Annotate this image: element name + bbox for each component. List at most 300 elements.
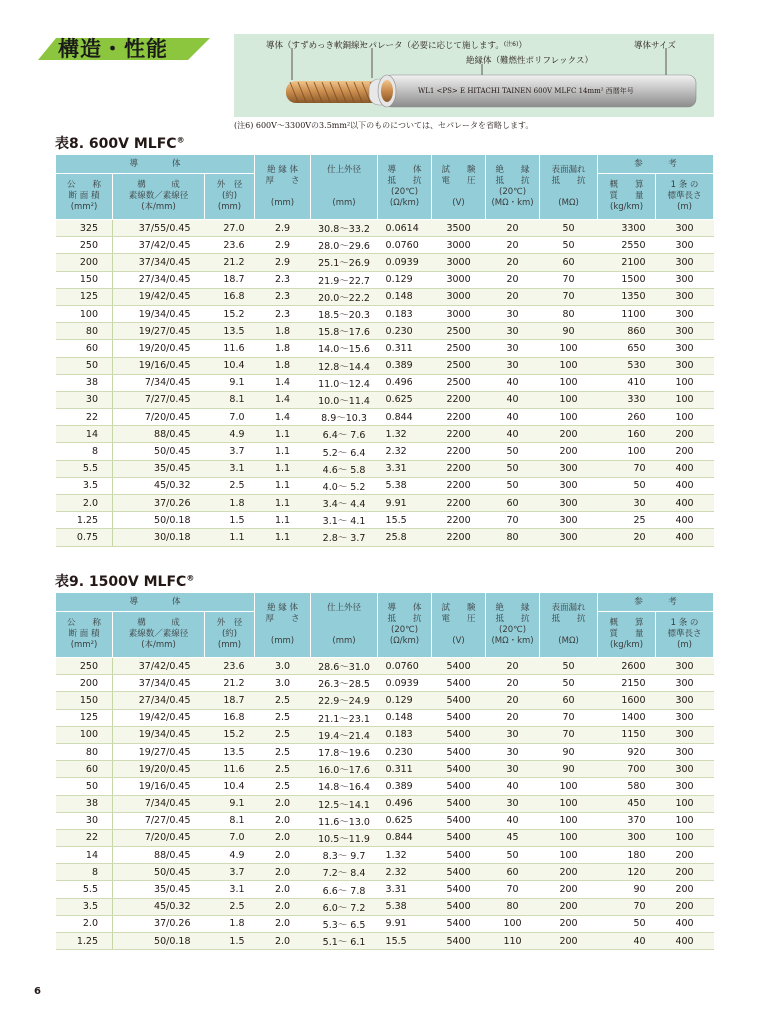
cell-outer: 28.0～29.6 [311, 237, 378, 254]
cell-insulation: 1.1 [255, 460, 311, 477]
cell-insulation: 1.8 [255, 340, 311, 357]
cell-insulation: 3.0 [255, 658, 311, 675]
cell-leakage: 300 [540, 460, 598, 477]
cell-mass: 1350 [598, 288, 656, 305]
cell-test-voltage: 5400 [432, 795, 486, 812]
cell-area: 50 [56, 357, 113, 374]
cell-outer: 10.0～11.4 [311, 391, 378, 408]
cell-area: 250 [56, 658, 113, 675]
cell-insulation-resistance: 20 [486, 692, 540, 709]
cell-length: 400 [656, 512, 714, 529]
cell-diameter: 8.1 [205, 812, 255, 829]
table8-header-outer: 仕上外径 (mm) [311, 155, 378, 220]
cell-test-voltage: 3000 [432, 288, 486, 305]
table-row [56, 795, 714, 812]
table-row [56, 529, 714, 546]
callout-insulation: 絶縁体（難燃性ポリフレックス） [466, 56, 593, 66]
cell-construction: 19/27/0.45 [113, 323, 205, 340]
cell-length: 300 [656, 323, 714, 340]
cell-mass: 1400 [598, 709, 656, 726]
cell-test-voltage: 5400 [432, 881, 486, 898]
cell-insulation: 1.1 [255, 512, 311, 529]
cell-area: 150 [56, 271, 113, 288]
cell-area: 60 [56, 340, 113, 357]
cell-mass: 3300 [598, 220, 656, 237]
cell-test-voltage: 5400 [432, 864, 486, 881]
cell-insulation-resistance: 30 [486, 305, 540, 322]
cell-mass: 160 [598, 426, 656, 443]
table-row [56, 357, 714, 374]
cell-construction: 37/55/0.45 [113, 220, 205, 237]
cell-resistance: 0.389 [378, 357, 432, 374]
cell-insulation: 2.3 [255, 305, 311, 322]
cell-construction: 19/16/0.45 [113, 357, 205, 374]
cell-construction: 30/0.18 [113, 529, 205, 546]
cell-test-voltage: 5400 [432, 761, 486, 778]
cell-construction: 19/34/0.45 [113, 726, 205, 743]
cell-test-voltage: 2200 [432, 529, 486, 546]
cell-mass: 120 [598, 864, 656, 881]
cell-resistance: 0.183 [378, 726, 432, 743]
cell-construction: 50/0.18 [113, 512, 205, 529]
note-6: (注6) 600V～3300Vの3.5mm²以下のものについては、セパレータを省略します。 [234, 121, 534, 130]
cell-mass: 1150 [598, 726, 656, 743]
cell-leakage: 200 [540, 881, 598, 898]
cell-insulation-resistance: 30 [486, 323, 540, 340]
cell-diameter: 10.4 [205, 778, 255, 795]
cell-leakage: 70 [540, 288, 598, 305]
cell-insulation-resistance: 45 [486, 829, 540, 846]
cell-insulation: 3.0 [255, 675, 311, 692]
cell-diameter: 1.5 [205, 512, 255, 529]
cell-insulation: 1.4 [255, 391, 311, 408]
cell-diameter: 2.5 [205, 477, 255, 494]
cell-length: 300 [656, 675, 714, 692]
cell-resistance: 0.129 [378, 692, 432, 709]
cell-mass: 410 [598, 374, 656, 391]
table9-header-construction: 構 成 素線数／素線径 (本/mm) [113, 612, 205, 658]
table8-header-resistance: 導 体 抵 抗 (20℃) (Ω/km) [378, 155, 432, 220]
cell-insulation: 2.5 [255, 778, 311, 795]
cell-length: 200 [656, 864, 714, 881]
cell-insulation-resistance: 20 [486, 288, 540, 305]
cell-resistance: 1.32 [378, 426, 432, 443]
cell-diameter: 7.0 [205, 829, 255, 846]
cell-test-voltage: 5400 [432, 778, 486, 795]
table-row [56, 460, 714, 477]
cell-leakage: 100 [540, 778, 598, 795]
cell-diameter: 15.2 [205, 726, 255, 743]
table9-header-length: 1 条 の 標準長さ (m) [656, 612, 714, 658]
cell-insulation: 1.8 [255, 323, 311, 340]
cell-resistance: 2.32 [378, 443, 432, 460]
cell-area: 5.5 [56, 881, 113, 898]
cell-construction: 27/34/0.45 [113, 271, 205, 288]
cell-diameter: 3.1 [205, 460, 255, 477]
table-row [56, 709, 714, 726]
cell-area: 200 [56, 254, 113, 271]
cell-length: 200 [656, 426, 714, 443]
cell-length: 100 [656, 812, 714, 829]
cell-length: 400 [656, 915, 714, 932]
table9-header-diameter: 外 径 (約) (mm) [205, 612, 255, 658]
cell-diameter: 4.9 [205, 847, 255, 864]
cell-mass: 40 [598, 933, 656, 950]
cell-outer: 25.1～26.9 [311, 254, 378, 271]
table-row [56, 761, 714, 778]
cell-diameter: 13.5 [205, 323, 255, 340]
cell-insulation-resistance: 60 [486, 864, 540, 881]
cell-mass: 2100 [598, 254, 656, 271]
cell-outer: 5.3～ 6.5 [311, 915, 378, 932]
cell-insulation: 1.1 [255, 477, 311, 494]
cell-area: 30 [56, 812, 113, 829]
cell-diameter: 1.1 [205, 529, 255, 546]
cell-leakage: 70 [540, 271, 598, 288]
cell-insulation-resistance: 40 [486, 426, 540, 443]
table8-header-reference: 参 考 [598, 155, 714, 174]
cell-insulation: 2.0 [255, 898, 311, 915]
table8 [55, 154, 714, 547]
table-row [56, 898, 714, 915]
cell-area: 8 [56, 443, 113, 460]
cell-mass: 450 [598, 795, 656, 812]
cell-construction: 88/0.45 [113, 426, 205, 443]
cell-mass: 650 [598, 340, 656, 357]
cell-outer: 12.8～14.4 [311, 357, 378, 374]
cell-resistance: 0.389 [378, 778, 432, 795]
cell-resistance: 0.0760 [378, 237, 432, 254]
cell-length: 200 [656, 881, 714, 898]
cell-mass: 180 [598, 847, 656, 864]
cell-length: 300 [656, 237, 714, 254]
cell-mass: 25 [598, 512, 656, 529]
table9-header-resistance: 導 体 抵 抗 (20℃) (Ω/km) [378, 593, 432, 658]
cell-length: 400 [656, 460, 714, 477]
table9-title-text: 表9. 1500V MLFC [55, 574, 187, 590]
cell-area: 2.0 [56, 495, 113, 512]
cell-construction: 27/34/0.45 [113, 692, 205, 709]
table-row [56, 675, 714, 692]
cell-area: 50 [56, 778, 113, 795]
cell-resistance: 0.129 [378, 271, 432, 288]
cell-insulation-resistance: 30 [486, 726, 540, 743]
cell-diameter: 4.9 [205, 426, 255, 443]
callout-conductor: 導体（すずめっき軟銅線） [266, 41, 369, 51]
table-row [56, 409, 714, 426]
cell-resistance: 5.38 [378, 898, 432, 915]
cell-test-voltage: 5400 [432, 812, 486, 829]
cell-insulation: 2.5 [255, 743, 311, 760]
cell-insulation-resistance: 50 [486, 477, 540, 494]
table-row [56, 323, 714, 340]
table8-title-text: 表8. 600V MLFC [55, 136, 177, 152]
cell-insulation-resistance: 40 [486, 409, 540, 426]
cell-insulation-resistance: 20 [486, 220, 540, 237]
cell-length: 400 [656, 529, 714, 546]
cell-diameter: 3.1 [205, 881, 255, 898]
cell-test-voltage: 5400 [432, 726, 486, 743]
cell-resistance: 1.32 [378, 847, 432, 864]
cell-resistance: 0.0760 [378, 658, 432, 675]
table-row [56, 726, 714, 743]
cell-test-voltage: 5400 [432, 692, 486, 709]
cell-diameter: 7.0 [205, 409, 255, 426]
cell-outer: 11.6～13.0 [311, 812, 378, 829]
cell-insulation-resistance: 80 [486, 898, 540, 915]
cell-resistance: 5.38 [378, 477, 432, 494]
cell-leakage: 100 [540, 829, 598, 846]
cell-insulation-resistance: 60 [486, 495, 540, 512]
cell-area: 22 [56, 409, 113, 426]
cell-area: 30 [56, 391, 113, 408]
cell-diameter: 13.5 [205, 743, 255, 760]
cell-outer: 21.1～23.1 [311, 709, 378, 726]
cell-resistance: 3.31 [378, 460, 432, 477]
cell-mass: 50 [598, 915, 656, 932]
cell-length: 300 [656, 761, 714, 778]
table-row [56, 271, 714, 288]
cell-insulation-resistance: 70 [486, 881, 540, 898]
cell-area: 80 [56, 743, 113, 760]
cell-outer: 18.5～20.3 [311, 305, 378, 322]
cell-outer: 22.9～24.9 [311, 692, 378, 709]
cell-outer: 12.5～14.1 [311, 795, 378, 812]
cell-insulation: 2.0 [255, 933, 311, 950]
cell-diameter: 9.1 [205, 374, 255, 391]
table-row [56, 881, 714, 898]
cell-resistance: 25.8 [378, 529, 432, 546]
cell-construction: 37/42/0.45 [113, 237, 205, 254]
cell-resistance: 15.5 [378, 933, 432, 950]
table9-header-mass: 概 算 質 量 (kg/km) [598, 612, 656, 658]
cell-leakage: 90 [540, 743, 598, 760]
cell-diameter: 21.2 [205, 254, 255, 271]
table-row [56, 391, 714, 408]
callout-separator-text: セパレータ（必要に応じて施します。 [360, 41, 504, 51]
cell-insulation: 2.9 [255, 220, 311, 237]
cell-leakage: 60 [540, 254, 598, 271]
cell-leakage: 200 [540, 443, 598, 460]
cell-area: 5.5 [56, 460, 113, 477]
cell-test-voltage: 2500 [432, 340, 486, 357]
cell-outer: 7.2～ 8.4 [311, 864, 378, 881]
cell-mass: 580 [598, 778, 656, 795]
cell-resistance: 2.32 [378, 864, 432, 881]
cell-test-voltage: 5400 [432, 743, 486, 760]
cell-construction: 7/34/0.45 [113, 374, 205, 391]
cell-area: 1.25 [56, 512, 113, 529]
cell-test-voltage: 2200 [432, 512, 486, 529]
cell-outer: 26.3～28.5 [311, 675, 378, 692]
cell-leakage: 300 [540, 512, 598, 529]
cell-outer: 14.8～16.4 [311, 778, 378, 795]
cell-test-voltage: 2200 [432, 391, 486, 408]
cell-insulation-resistance: 40 [486, 391, 540, 408]
cell-leakage: 300 [540, 477, 598, 494]
table8-header-construction: 構 成 素線数／素線径 (本/mm) [113, 174, 205, 220]
cell-construction: 19/16/0.45 [113, 778, 205, 795]
cell-area: 60 [56, 761, 113, 778]
cell-construction: 7/27/0.45 [113, 391, 205, 408]
cell-resistance: 0.0939 [378, 675, 432, 692]
cell-area: 150 [56, 692, 113, 709]
cell-mass: 20 [598, 529, 656, 546]
cell-insulation-resistance: 30 [486, 357, 540, 374]
cell-leakage: 200 [540, 915, 598, 932]
table8-title [55, 133, 185, 153]
cell-mass: 70 [598, 460, 656, 477]
table8-header-conductor: 導 体 [56, 155, 255, 174]
cell-area: 125 [56, 709, 113, 726]
table-row [56, 305, 714, 322]
cell-insulation: 2.0 [255, 881, 311, 898]
cell-resistance: 0.0614 [378, 220, 432, 237]
cell-area: 14 [56, 426, 113, 443]
cell-construction: 37/42/0.45 [113, 658, 205, 675]
cell-insulation-resistance: 50 [486, 460, 540, 477]
cell-mass: 30 [598, 495, 656, 512]
cell-insulation: 2.9 [255, 237, 311, 254]
cell-outer: 3.1～ 4.1 [311, 512, 378, 529]
cell-resistance: 15.5 [378, 512, 432, 529]
cell-diameter: 9.1 [205, 795, 255, 812]
cell-insulation-resistance: 20 [486, 658, 540, 675]
cell-outer: 2.8～ 3.7 [311, 529, 378, 546]
table9-header-insulation-resistance: 絶 縁 抵 抗 (20℃) (MΩ・km) [486, 593, 540, 658]
cell-resistance: 0.311 [378, 340, 432, 357]
cell-insulation-resistance: 110 [486, 933, 540, 950]
cell-test-voltage: 3000 [432, 271, 486, 288]
cell-leakage: 100 [540, 374, 598, 391]
cell-diameter: 18.7 [205, 692, 255, 709]
page-number: 6 [34, 986, 41, 997]
cell-construction: 7/20/0.45 [113, 829, 205, 846]
cell-leakage: 100 [540, 812, 598, 829]
cell-mass: 300 [598, 829, 656, 846]
cell-resistance: 0.0939 [378, 254, 432, 271]
cell-construction: 7/27/0.45 [113, 812, 205, 829]
cell-resistance: 0.230 [378, 323, 432, 340]
cell-insulation-resistance: 30 [486, 795, 540, 812]
cell-insulation-resistance: 40 [486, 812, 540, 829]
table9-header-outer: 仕上外径 (mm) [311, 593, 378, 658]
cell-mass: 1500 [598, 271, 656, 288]
cell-area: 3.5 [56, 477, 113, 494]
cell-length: 300 [656, 288, 714, 305]
cell-leakage: 90 [540, 323, 598, 340]
cell-test-voltage: 3000 [432, 254, 486, 271]
cell-test-voltage: 2200 [432, 495, 486, 512]
cell-construction: 19/20/0.45 [113, 340, 205, 357]
cable-diagram [234, 34, 714, 117]
cell-insulation-resistance: 20 [486, 254, 540, 271]
cell-test-voltage: 3500 [432, 220, 486, 237]
cell-length: 300 [656, 305, 714, 322]
cell-insulation: 2.3 [255, 271, 311, 288]
cell-mass: 2600 [598, 658, 656, 675]
cell-construction: 19/42/0.45 [113, 709, 205, 726]
cell-mass: 370 [598, 812, 656, 829]
cell-outer: 3.4～ 4.4 [311, 495, 378, 512]
cell-leakage: 100 [540, 795, 598, 812]
cell-outer: 15.8～17.6 [311, 323, 378, 340]
cell-test-voltage: 5400 [432, 915, 486, 932]
cell-length: 300 [656, 357, 714, 374]
table8-title-reg: ® [176, 135, 185, 145]
cell-outer: 16.0～17.6 [311, 761, 378, 778]
cell-length: 200 [656, 898, 714, 915]
table8-header-diameter: 外 径 (約) (mm) [205, 174, 255, 220]
table-row [56, 658, 714, 675]
cell-mass: 70 [598, 898, 656, 915]
cell-construction: 7/20/0.45 [113, 409, 205, 426]
cell-outer: 28.6～31.0 [311, 658, 378, 675]
callout-separator-note-mark: (注6) [503, 41, 519, 48]
cell-length: 300 [656, 220, 714, 237]
cell-diameter: 1.8 [205, 915, 255, 932]
cell-test-voltage: 2500 [432, 357, 486, 374]
cell-leakage: 70 [540, 709, 598, 726]
cell-test-voltage: 2500 [432, 323, 486, 340]
cell-leakage: 50 [540, 220, 598, 237]
table8-header-mass: 概 算 質 量 (kg/km) [598, 174, 656, 220]
cell-area: 22 [56, 829, 113, 846]
cell-outer: 21.9～22.7 [311, 271, 378, 288]
cell-insulation-resistance: 100 [486, 915, 540, 932]
cell-insulation-resistance: 40 [486, 374, 540, 391]
cell-insulation: 2.0 [255, 847, 311, 864]
cell-area: 125 [56, 288, 113, 305]
cell-outer: 6.6～ 7.8 [311, 881, 378, 898]
cell-diameter: 1.5 [205, 933, 255, 950]
cell-construction: 35/0.45 [113, 460, 205, 477]
cell-insulation-resistance: 20 [486, 709, 540, 726]
cell-insulation-resistance: 20 [486, 237, 540, 254]
cell-area: 38 [56, 374, 113, 391]
cell-insulation: 1.8 [255, 357, 311, 374]
table-row [56, 847, 714, 864]
cell-test-voltage: 2200 [432, 426, 486, 443]
cell-diameter: 18.7 [205, 271, 255, 288]
cell-test-voltage: 5400 [432, 847, 486, 864]
cell-outer: 5.2～ 6.4 [311, 443, 378, 460]
table-row [56, 743, 714, 760]
callout-separator [360, 39, 527, 51]
cell-diameter: 1.8 [205, 495, 255, 512]
cell-insulation: 2.5 [255, 726, 311, 743]
table-row [56, 426, 714, 443]
cell-area: 8 [56, 864, 113, 881]
cell-insulation-resistance: 30 [486, 743, 540, 760]
cell-leakage: 80 [540, 305, 598, 322]
cell-construction: 45/0.32 [113, 477, 205, 494]
cell-construction: 50/0.45 [113, 864, 205, 881]
table-row [56, 915, 714, 932]
cell-resistance: 0.230 [378, 743, 432, 760]
cell-leakage: 200 [540, 864, 598, 881]
cell-construction: 37/0.26 [113, 915, 205, 932]
cell-test-voltage: 2500 [432, 374, 486, 391]
table-row [56, 495, 714, 512]
table-row [56, 443, 714, 460]
cell-leakage: 100 [540, 357, 598, 374]
cell-test-voltage: 2200 [432, 443, 486, 460]
cell-area: 100 [56, 726, 113, 743]
cell-test-voltage: 5400 [432, 898, 486, 915]
cell-area: 80 [56, 323, 113, 340]
cell-diameter: 11.6 [205, 340, 255, 357]
